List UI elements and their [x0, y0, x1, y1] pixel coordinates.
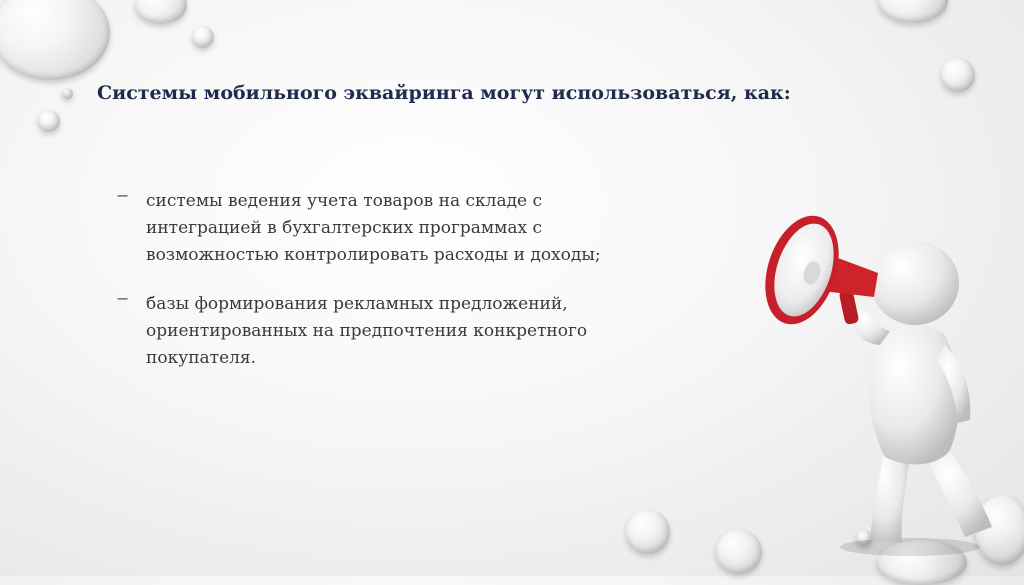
- decorative-bubble: [626, 510, 670, 554]
- decorative-bubble: [192, 26, 214, 48]
- decorative-bubble: [135, 0, 187, 24]
- list-item-text: системы ведения учета товаров на складе с интеграцией в бухгалтерских программах с возможностью контролировать расходы и доходы;: [146, 191, 601, 265]
- decorative-bubble: [878, 0, 948, 23]
- figure-with-megaphone-icon: [760, 195, 1020, 560]
- list-item-text: базы формирования рекламных предложений, ориентированных на предпочтения конкретного покупателя.: [146, 294, 588, 368]
- list-item: [116, 188, 606, 269]
- decorative-bubble: [38, 110, 60, 132]
- bullet-dash-icon: −: [116, 289, 130, 308]
- bullet-dash-icon: −: [116, 186, 130, 205]
- decorative-bubble: [716, 530, 762, 574]
- slide-title: Системы мобильного эквайринга могут использоваться, как:: [97, 82, 791, 104]
- decorative-bubble: [0, 0, 110, 80]
- decorative-bubble: [941, 58, 975, 92]
- bullet-list: [116, 188, 606, 372]
- list-item: [116, 291, 606, 372]
- decorative-bubble: [62, 88, 73, 99]
